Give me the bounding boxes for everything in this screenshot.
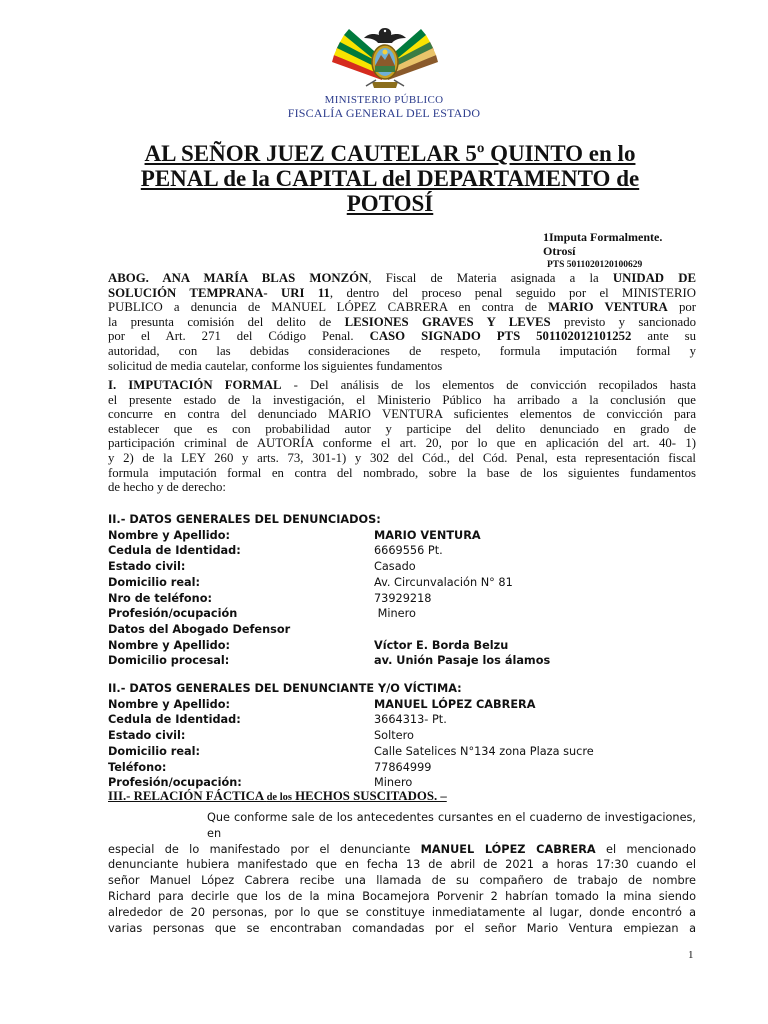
body-line: señor Manuel López Cabrera recibe una llamada de su compañero de trabajo de nombre <box>108 874 696 888</box>
body-line: varias personas que se encontraban comandadas por el señor Mario Ventura empiezan a <box>108 921 696 935</box>
data-row: Nro de teléfono: 73929218 <box>108 591 432 605</box>
page-number: 1 <box>688 949 694 961</box>
body-line: denunciante hubiera manifestado que en fecha 13 de abril de 2021 a horas 17:30 cuando el <box>108 858 696 872</box>
intro-line: SOLUCIÓN TEMPRANA- URI 11, dentro del proceso penal seguido por el MINISTERIO <box>108 285 696 300</box>
sumilla-line1: 1Imputa Formalmente. <box>543 230 663 244</box>
section-line: establecer que es con probabilidad autor y participe del delito denunciado en grado de <box>108 421 696 436</box>
section-heading: III.- RELACIÓN FÁCTICA de los HECHOS SUSCITADOS. – <box>108 789 447 803</box>
section-relacion-body <box>108 810 696 936</box>
section-line: formula imputación formal en contra del nombrado, sobre la base de los siguientes fundamentos <box>108 465 696 480</box>
section-line: I. IMPUTACIÓN FORMAL - Del análisis de los elementos de convicción recopilados hasta <box>108 378 696 392</box>
section-heading: I. IMPUTACIÓN FORMAL <box>108 378 282 392</box>
org-name-line1: MINISTERIO PÚBLICO <box>324 94 444 106</box>
complainant-name: MANUEL LÓPEZ CABRERA <box>420 842 596 856</box>
intro-line: autoridad, con las debidas consideraciones de respeto, formula imputación formal y <box>108 343 696 358</box>
title-line-1: AL SEÑOR JUEZ CAUTELAR 5º QUINTO en lo <box>144 141 636 166</box>
title-line-3: POTOSÍ <box>346 191 434 216</box>
section-denunciado <box>108 512 696 669</box>
body-line: alrededor de 20 personas, por lo que se constituye inmediatamente al lugar, donde encontró a <box>108 905 696 919</box>
section-line: participación criminal de AUTORÍA conforme el art. 20, por lo que en aplicación del art. 40- 1) <box>108 436 696 451</box>
data-row: Cedula de Identidad: 6669556 Pt. <box>108 544 443 558</box>
data-row: Cedula de Identidad: 3664313- Pt. <box>108 713 447 727</box>
data-row: Estado civil: Casado <box>108 560 416 574</box>
document-title <box>100 141 680 216</box>
intro-line: solicitud de media cautelar, conforme los siguientes fundamentos <box>108 358 443 373</box>
data-row: Nombre y Apellido: MARIO VENTURA <box>108 528 481 542</box>
data-row: Teléfono: 77864999 <box>108 760 432 774</box>
data-row: Domicilio real: Av. Circunvalación N° 81 <box>108 575 513 589</box>
sumilla-block <box>543 230 662 272</box>
body-line: Que conforme sale de los antecedentes cursantes en el cuaderno de investigaciones, en <box>207 811 696 840</box>
subsection-heading: Datos del Abogado Defensor <box>108 622 291 636</box>
section-relacion-heading <box>108 789 696 806</box>
body-line: Richard para decirle que los de la mina Bocamejora Porvenir 2 habrían tomado la mina siendo <box>108 889 696 903</box>
data-row: Profesión/ocupación Minero <box>108 607 416 621</box>
intro-line: ABOG. ANA MARÍA BLAS MONZÓN, Fiscal de Materia asignada a la UNIDAD DE <box>108 271 696 285</box>
intro-line: la presunta comisión del delito de LESIONES GRAVES Y LEVES previsto y sancionado <box>108 314 696 329</box>
org-name-line2: FISCALÍA GENERAL DEL ESTADO <box>287 106 481 120</box>
data-row: Domicilio real: Calle Satelices N°134 zona Plaza sucre <box>108 744 594 758</box>
body-line: especial de lo manifestado por el denunciante MANUEL LÓPEZ CABRERA el mencionado <box>108 842 696 856</box>
section-victima <box>108 681 696 791</box>
title-line-2: PENAL de la CAPITAL del DEPARTAMENTO de <box>140 166 640 191</box>
intro-line: PUBLICO a denuncia de MANUEL LÓPEZ CABRERA en contra de MARIO VENTURA por <box>108 300 697 315</box>
data-row: Domicilio procesal: av. Unión Pasaje los álamos <box>108 654 551 668</box>
section-heading: II.- DATOS GENERALES DEL DENUNCIANTE Y/O VÍCTIMA: <box>108 682 462 695</box>
sumilla-line2: Otrosí <box>543 244 576 258</box>
section-line: y 2) de la LEY 260 y arts. 73, 301-1) y 302 del Cód., del Cód. Penal, esta representación fiscal <box>108 450 696 465</box>
coat-of-arms-icon <box>326 22 444 94</box>
intro-paragraph <box>108 271 696 373</box>
section-heading: II.- DATOS GENERALES DEL DENUNCIADOS: <box>108 513 381 526</box>
section-line: de hecho y de derecho: <box>108 480 226 495</box>
data-row: Nombre y Apellido: Víctor E. Borda Belzu <box>108 638 509 652</box>
data-row: Nombre y Apellido: MANUEL LÓPEZ CABRERA <box>108 697 536 711</box>
intro-line: por el Art. 271 del Código Penal. CASO SIGNADO PTS 501102012101252 ante su <box>108 329 696 344</box>
prosecutor-name: ABOG. ANA MARÍA BLAS MONZÓN <box>108 271 369 285</box>
section-line: el presente estado de la investigación, el Ministerio Público ha arribado a la conclusión que <box>108 392 696 407</box>
section-line: concurre en contra del denunciado MARIO VENTURA suficientes elementos de convicción para <box>108 407 696 422</box>
case-number: PTS 5011020120100629 <box>547 260 643 270</box>
data-row: Estado civil: Soltero <box>108 729 414 743</box>
data-row: Profesión/ocupación: Minero <box>108 776 413 790</box>
section-imputacion <box>108 378 696 495</box>
